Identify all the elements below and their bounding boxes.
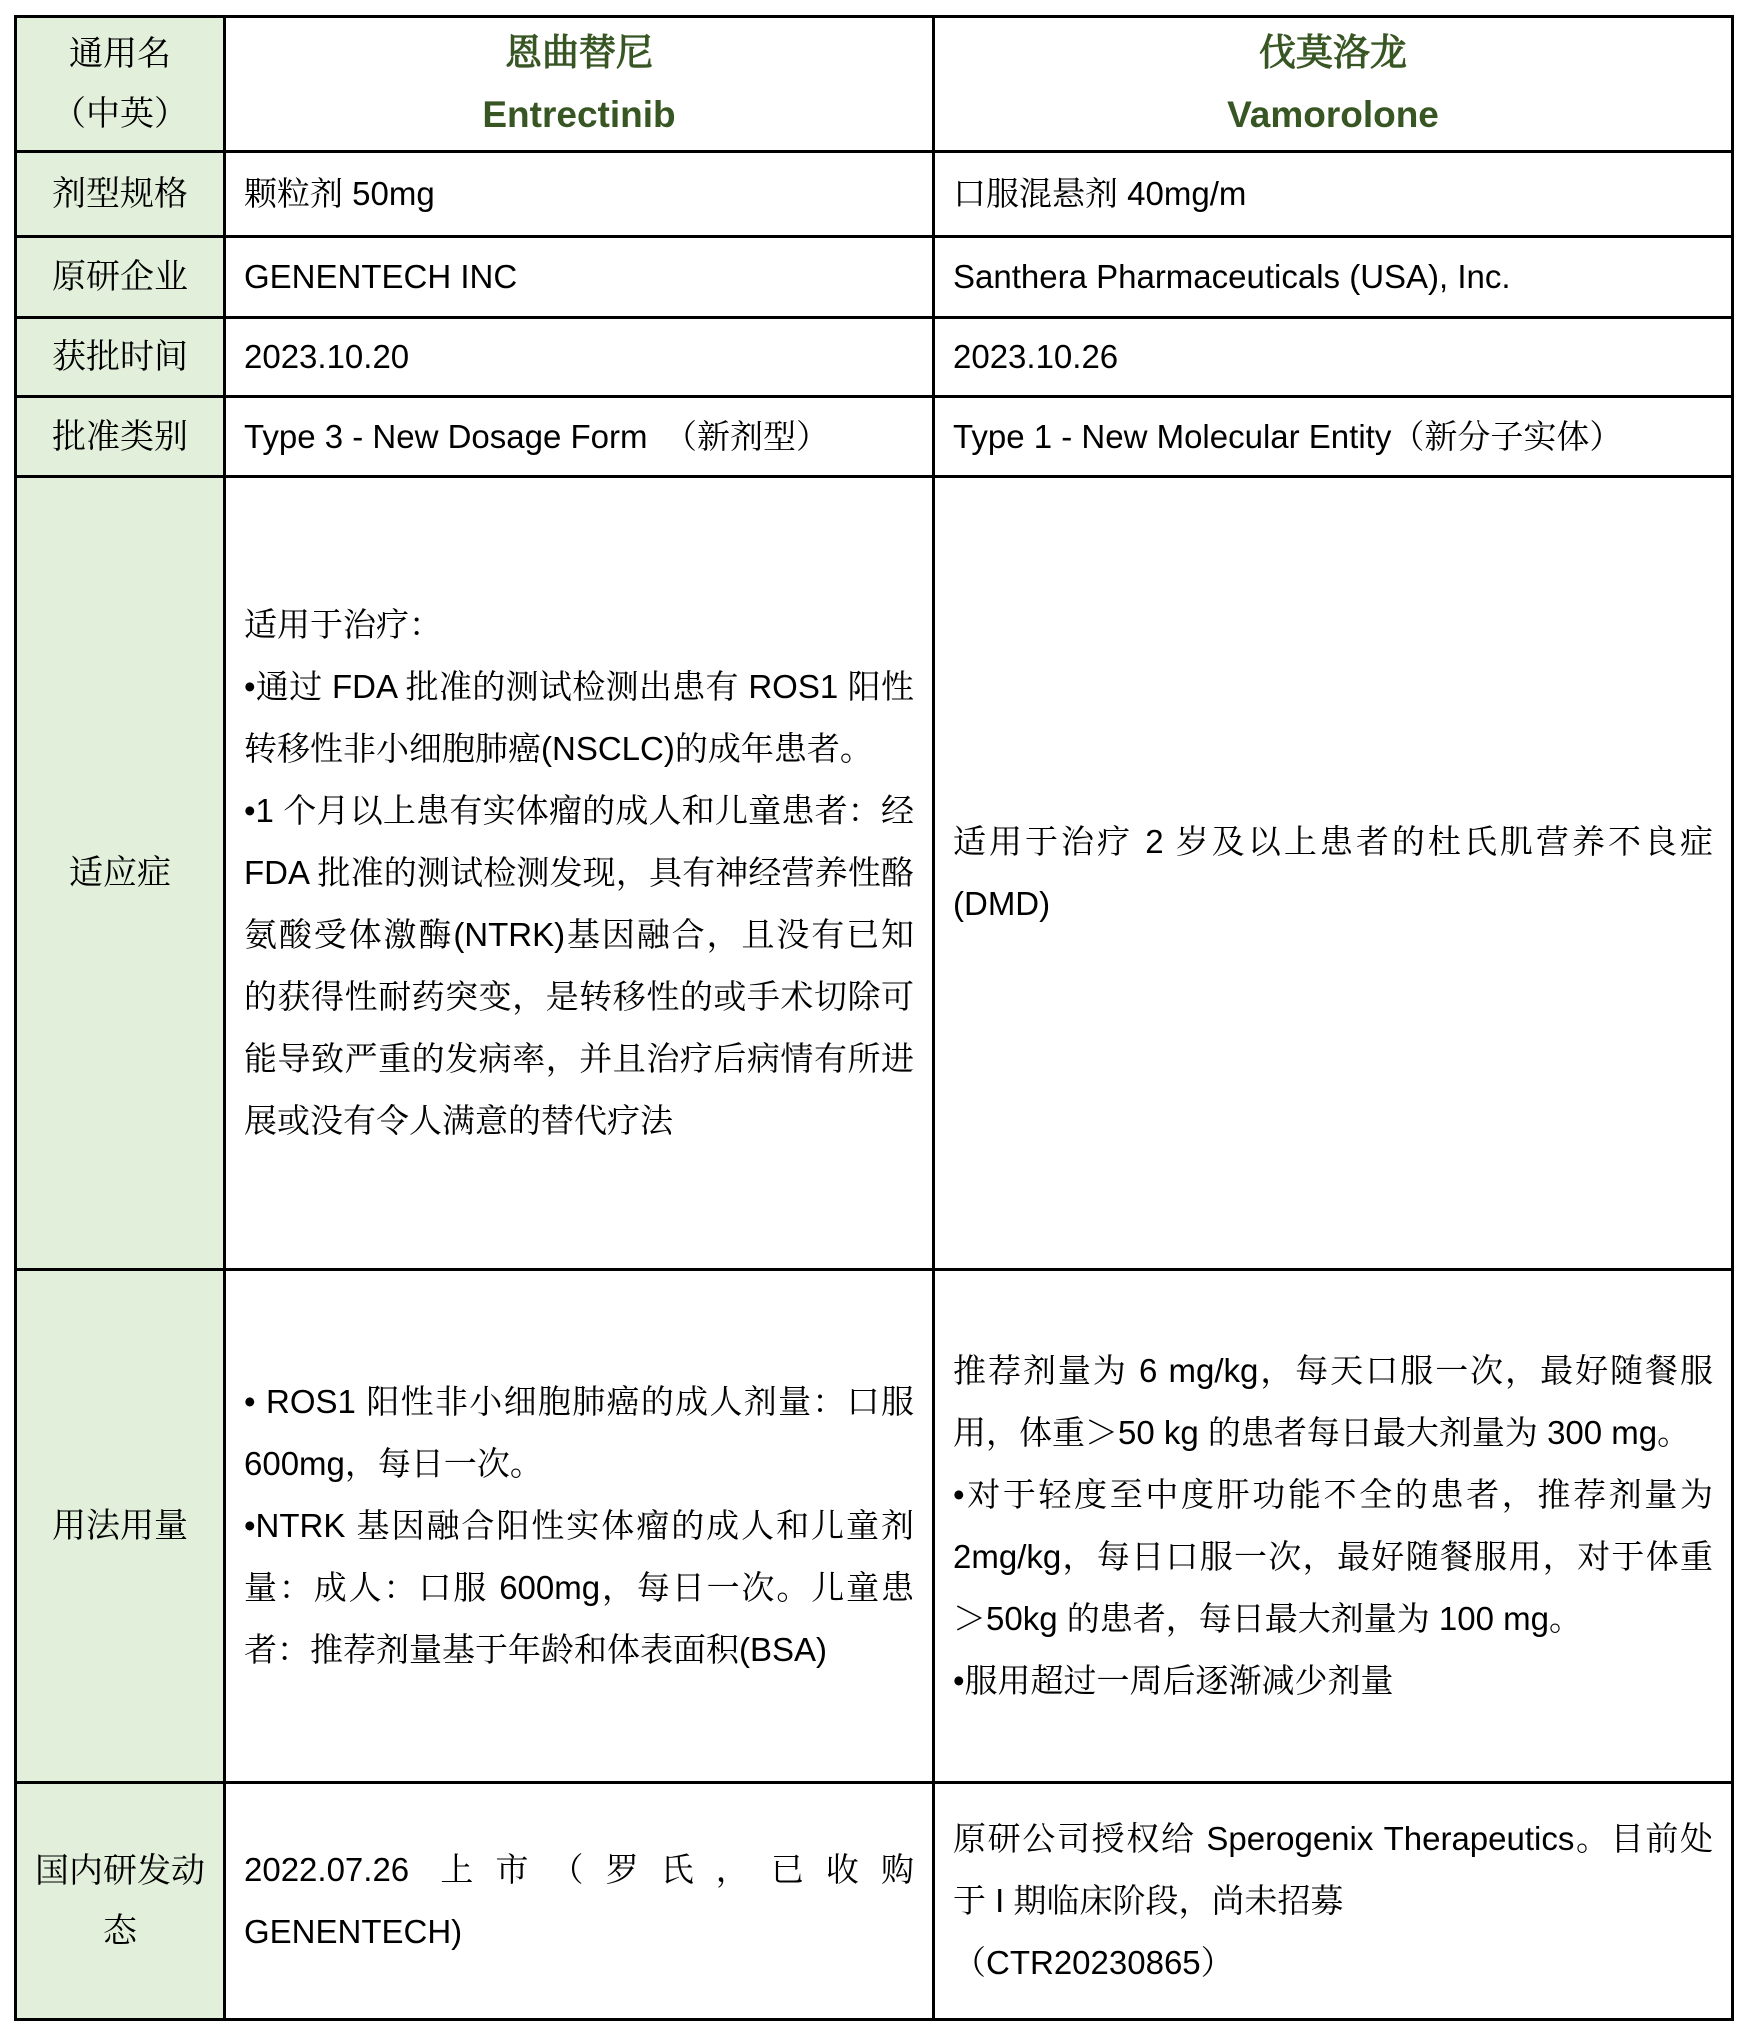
- paragraph: 适用于治疗 2 岁及以上患者的杜氏肌营养不良症(DMD): [953, 823, 1713, 922]
- corner-label-line1: 通用名: [69, 35, 171, 73]
- paragraph: 2022.07.26 上市（罗氏，已收购 GENENTECH): [244, 1851, 914, 1950]
- drug2-name-en: Vamorolone: [1227, 94, 1439, 135]
- header-row: [16, 17, 1733, 152]
- row-label-approval-date: [16, 318, 225, 397]
- row-label-text: 原研企业: [52, 258, 188, 296]
- paragraph: 颗粒剂 50mg: [244, 175, 435, 212]
- paragraph: •通过 FDA 批准的测试检测出患有 ROS1 阳性转移性非小细胞肺癌(NSCLC)的成年患者。: [244, 668, 914, 767]
- drug1-name-cn: 恩曲替尼: [505, 32, 653, 73]
- paragraph: •服用超过一周后逐渐减少剂量: [953, 1662, 1394, 1699]
- paragraph: •对于轻度至中度肝功能不全的患者，推荐剂量为 2mg/kg，每日口服一次，最好随餐服用，对于体重＞50kg 的患者，每日最大剂量为 100 mg。: [953, 1476, 1713, 1637]
- cell-approval-date-drug2: [934, 318, 1733, 397]
- corner-label-line2: （中英）: [52, 95, 188, 133]
- row-label-dosage-usage: [16, 1270, 225, 1783]
- paragraph: •1 个月以上患有实体瘤的成人和儿童患者：经 FDA 批准的测试检测发现，具有神经营养性酪氨酸受体激酶(NTRK)基因融合，且没有已知的获得性耐药突变，是转移性的或手术切除可能导致严重的发病率，并且治疗后病情有所进展或没有令人满意的替代疗法: [244, 792, 914, 1139]
- cell-originator-drug1: [225, 237, 934, 318]
- paragraph: 适用于治疗：: [244, 606, 442, 643]
- paragraph: 2023.10.20: [244, 338, 410, 375]
- cell-approval-type-drug2: [934, 397, 1733, 477]
- row-label-approval-type: [16, 397, 225, 477]
- cell-originator-drug2: [934, 237, 1733, 318]
- row-dosage-form: [16, 152, 1733, 237]
- paragraph: Type 3 - New Dosage Form （新剂型）: [244, 417, 829, 455]
- paragraph: 推荐剂量为 6 mg/kg，每天口服一次，最好随餐服用，体重＞50 kg 的患者每日最大剂量为 300 mg。: [953, 1352, 1713, 1451]
- paragraph: （CTR20230865）: [953, 1944, 1234, 1981]
- paragraph: Type 1 - New Molecular Entity（新分子实体）: [953, 417, 1623, 455]
- drug2-header-cell: [934, 17, 1733, 152]
- row-label-text: 国内研发动态: [35, 1852, 205, 1950]
- cell-indications-drug2: [934, 477, 1733, 1270]
- row-label-text: 用法用量: [52, 1507, 188, 1545]
- row-label-text: 获批时间: [52, 338, 188, 376]
- paragraph: Santhera Pharmaceuticals (USA), Inc.: [953, 258, 1511, 295]
- row-label-originator: [16, 237, 225, 318]
- cell-dosage-form-drug2: [934, 152, 1733, 237]
- row-originator: [16, 237, 1733, 318]
- paragraph: 2023.10.26: [953, 338, 1119, 375]
- drug1-header-cell: [225, 17, 934, 152]
- row-approval-type: [16, 397, 1733, 477]
- drug1-name-en: Entrectinib: [482, 94, 676, 135]
- row-indications: [16, 477, 1733, 1270]
- drug2-name-cn: 伐莫洛龙: [1259, 32, 1407, 73]
- cell-domestic-rd-drug2: [934, 1783, 1733, 2020]
- cell-approval-type-drug1: [225, 397, 934, 477]
- row-dosage-usage: [16, 1270, 1733, 1783]
- row-label-indications: [16, 477, 225, 1270]
- row-label-text: 适应症: [69, 854, 171, 892]
- cell-domestic-rd-drug1: [225, 1783, 934, 2020]
- row-approval-date: [16, 318, 1733, 397]
- paragraph: •NTRK 基因融合阳性实体瘤的成人和儿童剂量：成人：口服 600mg，每日一次。儿童患者：推荐剂量基于年龄和体表面积(BSA): [244, 1507, 914, 1668]
- cell-dosage-usage-drug2: [934, 1270, 1733, 1783]
- drug-comparison-table: [14, 15, 1734, 2021]
- cell-indications-drug1: [225, 477, 934, 1270]
- cell-dosage-usage-drug1: [225, 1270, 934, 1783]
- corner-header-cell: [16, 17, 225, 152]
- row-domestic-rd: [16, 1783, 1733, 2020]
- paragraph: 原研公司授权给 Sperogenix Therapeutics。目前处于 I 期临床阶段，尚未招募: [953, 1820, 1713, 1919]
- paragraph: GENENTECH INC: [244, 258, 518, 295]
- row-label-text: 剂型规格: [52, 175, 188, 213]
- paragraph: 口服混悬剂 40mg/m: [953, 175, 1247, 212]
- row-label-text: 批准类别: [52, 417, 188, 456]
- paragraph: • ROS1 阳性非小细胞肺癌的成人剂量：口服 600mg，每日一次。: [244, 1383, 914, 1482]
- row-label-dosage-form: [16, 152, 225, 237]
- row-label-domestic-rd: [16, 1783, 225, 2020]
- cell-approval-date-drug1: [225, 318, 934, 397]
- cell-dosage-form-drug1: [225, 152, 934, 237]
